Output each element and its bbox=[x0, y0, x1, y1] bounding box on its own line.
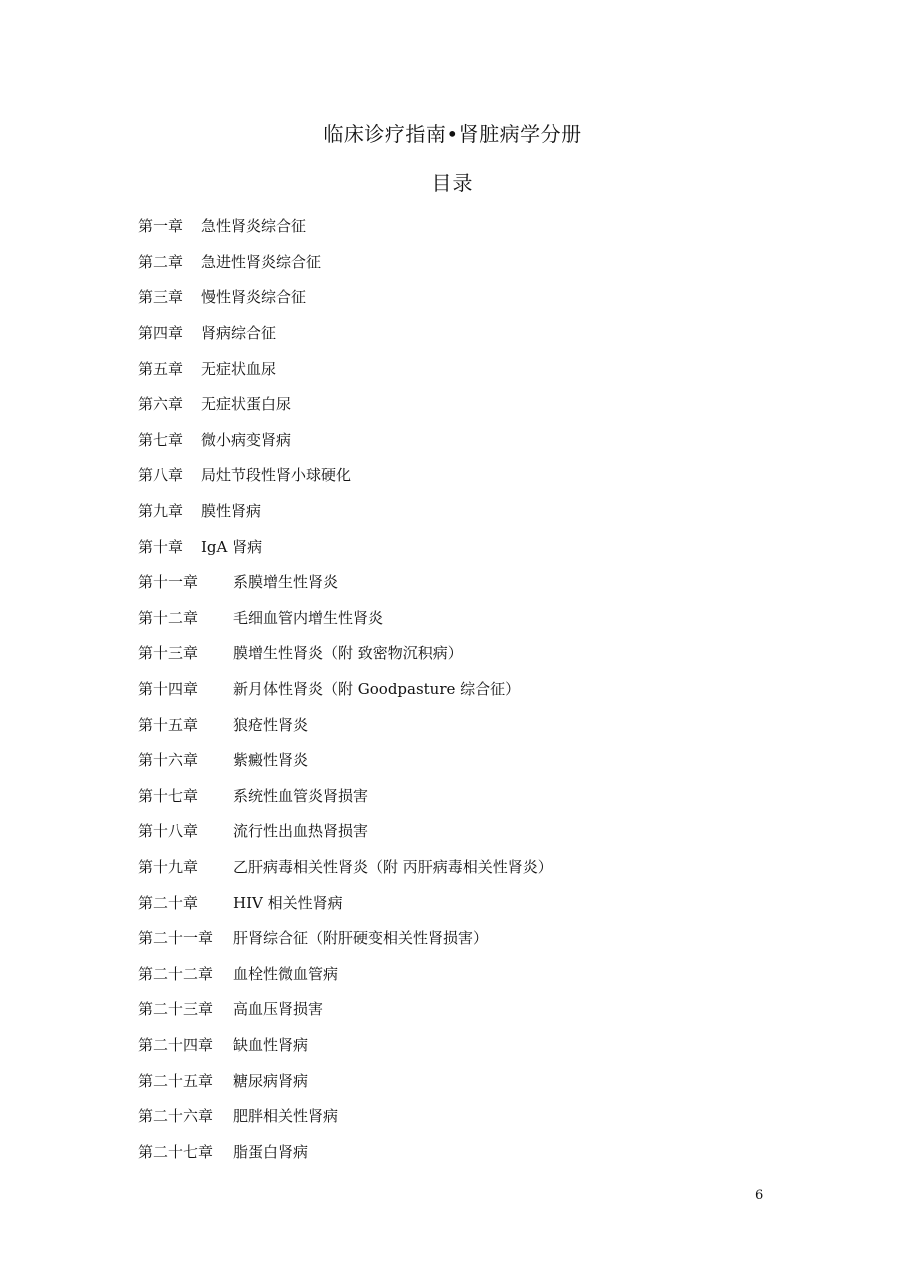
toc-chapter-title: IgA 肾病 bbox=[201, 537, 263, 556]
toc-item[interactable] bbox=[138, 706, 553, 742]
toc-chapter-number: 第六章 bbox=[138, 395, 184, 414]
toc-chapter-number: 第十四章 bbox=[138, 680, 199, 699]
toc-chapter-number: 第五章 bbox=[138, 359, 184, 378]
toc-item[interactable] bbox=[138, 208, 553, 244]
toc-item[interactable] bbox=[138, 742, 553, 778]
toc-chapter-number: 第二章 bbox=[138, 252, 184, 271]
toc-chapter-title: 急性肾炎综合征 bbox=[201, 217, 307, 236]
toc-chapter-number: 第二十五章 bbox=[138, 1071, 214, 1090]
toc-chapter-number: 第二十章 bbox=[138, 893, 199, 912]
toc-chapter-title: 系膜增生性肾炎 bbox=[233, 573, 339, 592]
toc-item[interactable] bbox=[138, 1098, 553, 1134]
toc-item[interactable] bbox=[138, 528, 553, 564]
toc-chapter-title: 膜性肾病 bbox=[201, 502, 262, 521]
toc-chapter-number: 第二十二章 bbox=[138, 964, 214, 983]
toc-chapter-title: 紫癜性肾炎 bbox=[233, 751, 309, 770]
toc-chapter-number: 第十六章 bbox=[138, 751, 199, 770]
toc-chapter-number: 第十一章 bbox=[138, 573, 199, 592]
toc-item[interactable] bbox=[138, 991, 553, 1027]
toc-item[interactable] bbox=[138, 279, 553, 315]
toc-item[interactable] bbox=[138, 457, 553, 493]
toc-chapter-title: HIV 相关性肾病 bbox=[233, 893, 343, 912]
toc-chapter-number: 第二十六章 bbox=[138, 1107, 214, 1126]
toc-chapter-title: 乙肝病毒相关性肾炎（附 丙肝病毒相关性肾炎） bbox=[233, 857, 553, 876]
toc-item[interactable] bbox=[138, 386, 553, 422]
toc-chapter-title: 慢性肾炎综合征 bbox=[201, 288, 307, 307]
toc-chapter-title: 微小病变肾病 bbox=[201, 430, 292, 449]
toc-chapter-title: 糖尿病肾病 bbox=[233, 1071, 309, 1090]
toc-item[interactable] bbox=[138, 884, 553, 920]
toc-chapter-title: 脂蛋白肾病 bbox=[233, 1142, 309, 1161]
toc-chapter-title: 狼疮性肾炎 bbox=[233, 715, 309, 734]
toc-item[interactable] bbox=[138, 778, 553, 814]
toc-chapter-title: 毛细血管内增生性肾炎 bbox=[233, 608, 384, 627]
toc-chapter-number: 第十二章 bbox=[138, 608, 199, 627]
toc-item[interactable] bbox=[138, 1062, 553, 1098]
toc-chapter-title: 膜增生性肾炎（附 致密物沉积病） bbox=[233, 644, 463, 663]
toc-chapter-title: 流行性出血热肾损害 bbox=[233, 822, 369, 841]
document-title: 临床诊疗指南•肾脏病学分册 bbox=[323, 122, 582, 146]
toc-chapter-number: 第十九章 bbox=[138, 857, 199, 876]
toc-chapter-title: 血栓性微血管病 bbox=[233, 964, 339, 983]
toc-chapter-number: 第十八章 bbox=[138, 822, 199, 841]
toc-item[interactable] bbox=[138, 671, 553, 707]
toc-chapter-number: 第三章 bbox=[138, 288, 184, 307]
toc-chapter-title: 急进性肾炎综合征 bbox=[201, 252, 322, 271]
toc-chapter-title: 肾病综合征 bbox=[201, 324, 277, 343]
toc-chapter-number: 第十章 bbox=[138, 537, 184, 556]
toc-chapter-title: 无症状血尿 bbox=[201, 359, 277, 378]
toc-chapter-title: 缺血性肾病 bbox=[233, 1035, 309, 1054]
toc-chapter-title: 高血压肾损害 bbox=[233, 1000, 324, 1019]
toc-chapter-title: 肝肾综合征（附肝硬变相关性肾损害） bbox=[233, 929, 489, 948]
toc-chapter-number: 第一章 bbox=[138, 217, 184, 236]
toc-chapter-number: 第二十四章 bbox=[138, 1035, 214, 1054]
toc-chapter-title: 肥胖相关性肾病 bbox=[233, 1107, 339, 1126]
toc-chapter-number: 第二十三章 bbox=[138, 1000, 214, 1019]
toc-item[interactable] bbox=[138, 849, 553, 885]
toc-item[interactable] bbox=[138, 315, 553, 351]
toc-chapter-number: 第九章 bbox=[138, 502, 184, 521]
toc-chapter-title: 新月体性肾炎（附 Goodpasture 综合征） bbox=[233, 680, 521, 699]
toc-item[interactable] bbox=[138, 955, 553, 991]
toc-item[interactable] bbox=[138, 600, 553, 636]
toc-chapter-title: 局灶节段性肾小球硬化 bbox=[201, 466, 352, 485]
toc-item[interactable] bbox=[138, 635, 553, 671]
toc-chapter-number: 第十三章 bbox=[138, 644, 199, 663]
toc-item[interactable] bbox=[138, 813, 553, 849]
toc-chapter-number: 第二十一章 bbox=[138, 929, 214, 948]
toc-chapter-number: 第八章 bbox=[138, 466, 184, 485]
toc-chapter-number: 第四章 bbox=[138, 324, 184, 343]
toc-chapter-title: 系统性血管炎肾损害 bbox=[233, 786, 369, 805]
toc-item[interactable] bbox=[138, 350, 553, 386]
toc-item[interactable] bbox=[138, 1133, 553, 1169]
toc-chapter-number: 第二十七章 bbox=[138, 1142, 214, 1161]
toc-chapter-number: 第十七章 bbox=[138, 786, 199, 805]
toc-item[interactable] bbox=[138, 1027, 553, 1063]
page-number: 6 bbox=[755, 1188, 764, 1203]
toc-item[interactable] bbox=[138, 493, 553, 529]
toc-item[interactable] bbox=[138, 422, 553, 458]
toc-chapter-title: 无症状蛋白尿 bbox=[201, 395, 292, 414]
toc-item[interactable] bbox=[138, 564, 553, 600]
toc-heading: 目录 bbox=[431, 171, 474, 195]
toc-item[interactable] bbox=[138, 244, 553, 280]
toc-chapter-number: 第十五章 bbox=[138, 715, 199, 734]
toc-item[interactable] bbox=[138, 920, 553, 956]
toc-chapter-number: 第七章 bbox=[138, 430, 184, 449]
table-of-contents bbox=[138, 208, 553, 1169]
